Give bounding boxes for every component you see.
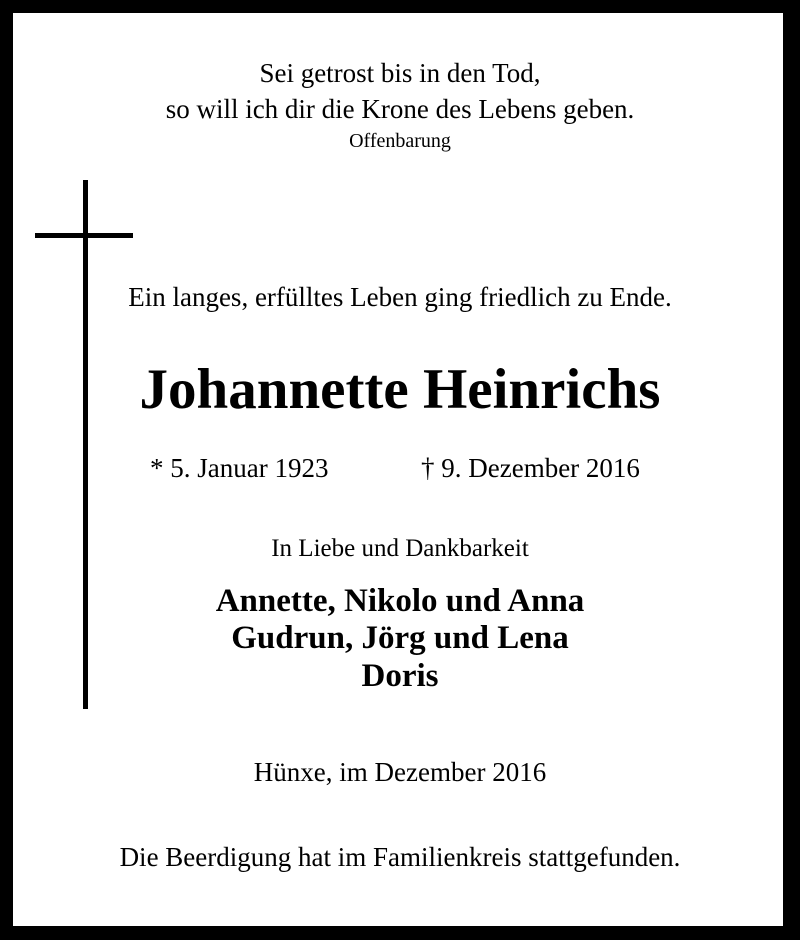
place-date: Hünxe, im Dezember 2016 bbox=[253, 757, 547, 787]
birth-date: * 5. Januar 1923 bbox=[150, 453, 329, 483]
verse-line-2: so will ich dir die Krone des Lebens geben. bbox=[165, 94, 635, 124]
cross-icon-horizontal bbox=[35, 233, 133, 238]
death-date: † 9. Dezember 2016 bbox=[421, 453, 640, 483]
funeral-note: Die Beerdigung hat im Familienkreis stattgefunden. bbox=[119, 842, 681, 872]
mourner-line-3: Doris bbox=[361, 658, 439, 694]
verse-source: Offenbarung bbox=[349, 130, 451, 152]
intro-text: Ein langes, erfülltes Leben ging friedlich zu Ende. bbox=[128, 282, 672, 312]
mourner-line-2: Gudrun, Jörg und Lena bbox=[231, 620, 569, 656]
mourners-heading: In Liebe und Dankbarkeit bbox=[271, 535, 529, 562]
verse-line-1: Sei getrost bis in den Tod, bbox=[259, 58, 541, 88]
deceased-name: Johannette Heinrichs bbox=[139, 358, 661, 421]
mourner-line-1: Annette, Nikolo und Anna bbox=[215, 583, 585, 619]
